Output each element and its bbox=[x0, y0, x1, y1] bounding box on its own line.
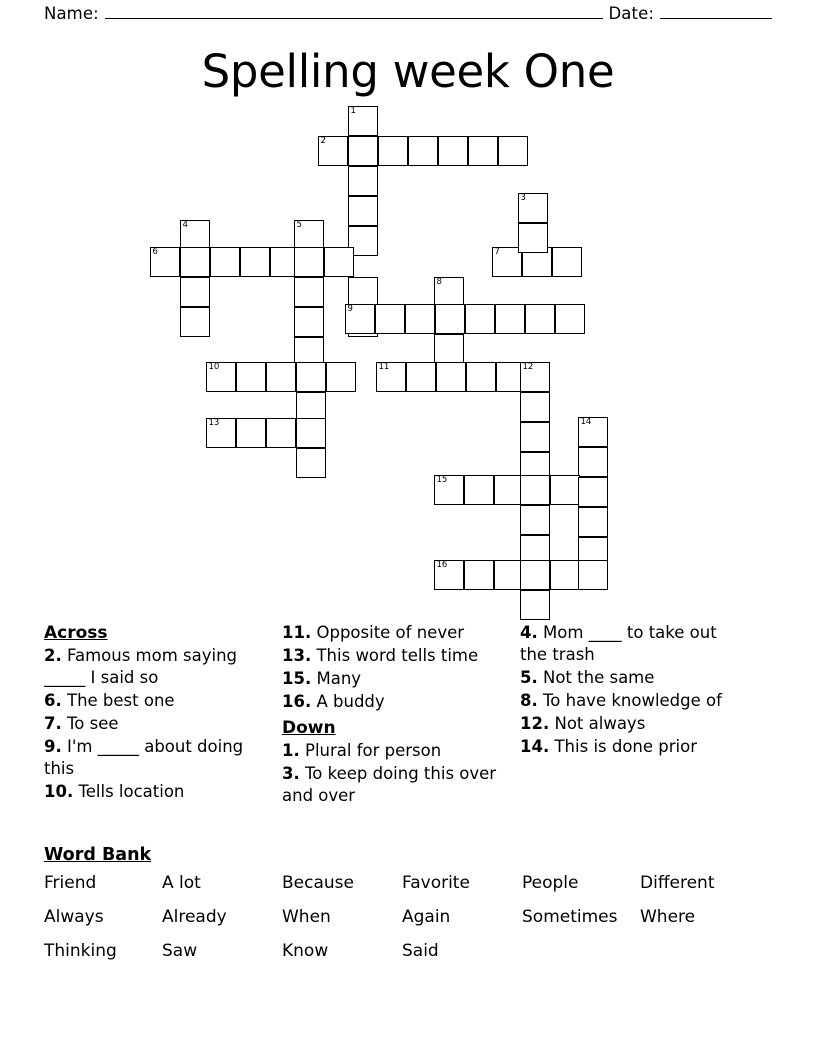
clue-number: 2. bbox=[44, 646, 62, 665]
cell-number: 4 bbox=[182, 220, 188, 230]
clue-item bbox=[282, 622, 516, 644]
clues-section bbox=[44, 622, 772, 808]
word-bank-word bbox=[522, 937, 640, 965]
cell-number: 14 bbox=[580, 417, 592, 427]
crossword-cell[interactable] bbox=[555, 304, 585, 334]
crossword-cell[interactable] bbox=[326, 362, 356, 392]
across-heading: Across bbox=[44, 623, 108, 643]
crossword-cell[interactable] bbox=[578, 447, 608, 477]
crossword-cell[interactable] bbox=[498, 136, 528, 166]
clue-item bbox=[282, 763, 516, 807]
word-bank-word: Know bbox=[282, 941, 329, 961]
down-heading: Down bbox=[282, 718, 336, 738]
word-bank-word: Already bbox=[162, 907, 227, 927]
clue-text: Plural for person bbox=[299, 741, 442, 760]
clue-number: 12. bbox=[520, 714, 550, 733]
clue-number: 13. bbox=[282, 646, 312, 665]
crossword-cell[interactable] bbox=[266, 418, 296, 448]
clue-number: 14. bbox=[520, 737, 550, 756]
across-clue-list-2 bbox=[282, 622, 516, 713]
cell-number: 6 bbox=[152, 247, 158, 257]
crossword-cell[interactable] bbox=[468, 136, 498, 166]
crossword-cell[interactable] bbox=[206, 362, 236, 392]
crossword-cell[interactable] bbox=[296, 448, 326, 478]
crossword-cell[interactable] bbox=[520, 392, 550, 422]
cell-number: 11 bbox=[378, 362, 390, 372]
clue-item bbox=[520, 713, 741, 735]
clue-text: Tells location bbox=[73, 782, 185, 801]
crossword-cell[interactable] bbox=[348, 166, 378, 196]
crossword-cell[interactable] bbox=[294, 247, 324, 277]
crossword-cell[interactable] bbox=[578, 477, 608, 507]
crossword-cell[interactable] bbox=[518, 193, 548, 223]
crossword-cell[interactable] bbox=[520, 590, 550, 620]
crossword-cell[interactable] bbox=[180, 277, 210, 307]
crossword-cell[interactable] bbox=[375, 304, 405, 334]
clue-item bbox=[44, 690, 278, 712]
crossword-cell[interactable] bbox=[296, 362, 326, 392]
crossword-cell[interactable] bbox=[434, 475, 464, 505]
clue-text: I'm _____ about doing this bbox=[44, 737, 244, 778]
clue-text: Opposite of never bbox=[311, 623, 465, 642]
cell-number: 2 bbox=[320, 136, 326, 146]
clue-text: Mom ____ to take out the trash bbox=[520, 623, 717, 664]
down-clue-list-2 bbox=[520, 622, 741, 758]
crossword-cell[interactable] bbox=[348, 136, 378, 166]
clue-text: This word tells time bbox=[311, 646, 479, 665]
crossword-cell[interactable] bbox=[236, 418, 266, 448]
clues-column-3 bbox=[520, 622, 745, 808]
cell-number: 8 bbox=[436, 277, 442, 287]
crossword-cell[interactable] bbox=[406, 362, 436, 392]
cell-number: 16 bbox=[436, 560, 448, 570]
crossword-cell[interactable] bbox=[525, 304, 555, 334]
crossword-cell[interactable] bbox=[408, 136, 438, 166]
name-date-header bbox=[44, 0, 772, 23]
crossword-cell[interactable] bbox=[465, 304, 495, 334]
word-bank-word: Friend bbox=[44, 873, 97, 893]
word-bank-word: Again bbox=[402, 907, 451, 927]
cell-number: 5 bbox=[296, 220, 302, 230]
clue-number: 6. bbox=[44, 691, 62, 710]
name-label: Name: bbox=[44, 4, 99, 23]
crossword-cell[interactable] bbox=[520, 475, 550, 505]
clue-item bbox=[44, 713, 278, 735]
cell-number: 10 bbox=[208, 362, 220, 372]
crossword-cell[interactable] bbox=[266, 362, 296, 392]
date-write-line[interactable] bbox=[660, 7, 772, 19]
crossword-cell[interactable] bbox=[520, 505, 550, 535]
cell-number: 9 bbox=[347, 304, 353, 314]
page-title: Spelling week One bbox=[201, 45, 615, 98]
crossword-cell[interactable] bbox=[464, 475, 494, 505]
cell-number: 15 bbox=[436, 475, 448, 485]
crossword-cell[interactable] bbox=[210, 247, 240, 277]
crossword-cell[interactable] bbox=[550, 560, 580, 590]
crossword-cell[interactable] bbox=[180, 247, 210, 277]
clue-number: 10. bbox=[44, 782, 74, 801]
crossword-cell[interactable] bbox=[376, 362, 406, 392]
clue-text: Not always bbox=[549, 714, 646, 733]
down-clue-list-1 bbox=[282, 740, 516, 807]
crossword-cell[interactable] bbox=[150, 247, 180, 277]
crossword-cell[interactable] bbox=[206, 418, 236, 448]
clue-number: 15. bbox=[282, 669, 312, 688]
crossword-cell[interactable] bbox=[520, 362, 550, 392]
crossword-cell[interactable] bbox=[464, 560, 494, 590]
crossword-cell[interactable] bbox=[434, 277, 464, 307]
crossword-cell[interactable] bbox=[294, 277, 324, 307]
crossword-cell[interactable] bbox=[438, 136, 468, 166]
cell-number: 1 bbox=[350, 106, 356, 116]
word-bank-word: People bbox=[522, 873, 579, 893]
crossword-cell[interactable] bbox=[578, 507, 608, 537]
across-clue-list-1 bbox=[44, 645, 278, 803]
crossword-cell[interactable] bbox=[236, 362, 266, 392]
crossword-cell[interactable] bbox=[495, 304, 525, 334]
word-bank-word bbox=[640, 937, 760, 965]
cell-number: 12 bbox=[522, 362, 534, 372]
crossword-cell[interactable] bbox=[466, 362, 496, 392]
word-bank-word: Sometimes bbox=[522, 907, 618, 927]
crossword-cell[interactable] bbox=[434, 334, 464, 364]
crossword-cell[interactable] bbox=[520, 560, 550, 590]
crossword-cell[interactable] bbox=[348, 106, 378, 136]
crossword-cell[interactable] bbox=[180, 307, 210, 337]
clue-text: Not the same bbox=[537, 668, 655, 687]
clue-number: 7. bbox=[44, 714, 62, 733]
clue-text: Many bbox=[311, 669, 362, 688]
clue-number: 8. bbox=[520, 691, 538, 710]
word-bank-word: Saw bbox=[162, 941, 198, 961]
clue-item bbox=[520, 622, 741, 666]
clue-number: 4. bbox=[520, 623, 538, 642]
crossword-cell[interactable] bbox=[520, 422, 550, 452]
clue-number: 1. bbox=[282, 741, 300, 760]
date-label: Date: bbox=[608, 4, 654, 23]
word-bank-word: Said bbox=[402, 941, 439, 961]
crossword-cell[interactable] bbox=[436, 362, 466, 392]
crossword-cell[interactable] bbox=[296, 418, 326, 448]
crossword-cell[interactable] bbox=[550, 475, 580, 505]
crossword-cell[interactable] bbox=[318, 136, 348, 166]
clue-number: 16. bbox=[282, 692, 312, 711]
crossword-cell[interactable] bbox=[348, 277, 378, 307]
crossword-cell[interactable] bbox=[434, 560, 464, 590]
clue-item bbox=[282, 740, 516, 762]
clue-item bbox=[282, 645, 516, 667]
crossword-cell[interactable] bbox=[578, 417, 608, 447]
clue-item bbox=[520, 736, 741, 758]
clue-item bbox=[520, 667, 741, 689]
clue-number: 9. bbox=[44, 737, 62, 756]
clue-item bbox=[282, 691, 516, 713]
word-bank-word: When bbox=[282, 907, 331, 927]
word-bank-word: Always bbox=[44, 907, 104, 927]
clue-text: A buddy bbox=[311, 692, 385, 711]
name-write-line[interactable] bbox=[105, 7, 603, 19]
clue-item bbox=[44, 736, 278, 780]
crossword-cell[interactable] bbox=[378, 136, 408, 166]
clue-item bbox=[282, 668, 516, 690]
word-bank-word: Because bbox=[282, 873, 354, 893]
word-bank-heading: Word Bank bbox=[44, 845, 152, 865]
clue-number: 11. bbox=[282, 623, 312, 642]
clue-text: To keep doing this over and over bbox=[282, 764, 497, 805]
crossword-cell[interactable] bbox=[578, 560, 608, 590]
word-bank-word: Favorite bbox=[402, 873, 470, 893]
word-bank-list bbox=[44, 869, 772, 965]
crossword-cell[interactable] bbox=[348, 196, 378, 226]
clue-item bbox=[44, 781, 278, 803]
clue-item bbox=[520, 690, 741, 712]
clue-text: To see bbox=[61, 714, 119, 733]
crossword-cell[interactable] bbox=[240, 247, 270, 277]
word-bank-word: Different bbox=[640, 873, 715, 893]
word-bank-section bbox=[44, 845, 772, 965]
clue-number: 5. bbox=[520, 668, 538, 687]
word-bank-word: A lot bbox=[162, 873, 201, 893]
clue-text: The best one bbox=[61, 691, 175, 710]
cell-number: 3 bbox=[520, 193, 526, 203]
clue-number: 3. bbox=[282, 764, 300, 783]
clue-item bbox=[44, 645, 278, 689]
cell-number: 7 bbox=[494, 247, 500, 257]
crossword-cell[interactable] bbox=[435, 304, 465, 334]
clue-text: Famous mom saying _____ I said so bbox=[44, 646, 238, 687]
crossword-cell[interactable] bbox=[324, 247, 354, 277]
clues-column-1 bbox=[44, 622, 282, 808]
clue-text: This is done prior bbox=[549, 737, 698, 756]
crossword-cell[interactable] bbox=[180, 220, 210, 250]
crossword-cell[interactable] bbox=[294, 307, 324, 337]
crossword-cell[interactable] bbox=[518, 223, 548, 253]
cell-number: 13 bbox=[208, 418, 220, 428]
clue-text: To have knowledge of bbox=[537, 691, 722, 710]
word-bank-word: Where bbox=[640, 907, 696, 927]
clues-column-2 bbox=[282, 622, 520, 808]
crossword-cell[interactable] bbox=[294, 220, 324, 250]
crossword-cell[interactable] bbox=[405, 304, 435, 334]
crossword-cell[interactable] bbox=[345, 304, 375, 334]
crossword-grid[interactable] bbox=[0, 98, 816, 618]
word-bank-word: Thinking bbox=[44, 941, 117, 961]
crossword-cell[interactable] bbox=[552, 247, 582, 277]
